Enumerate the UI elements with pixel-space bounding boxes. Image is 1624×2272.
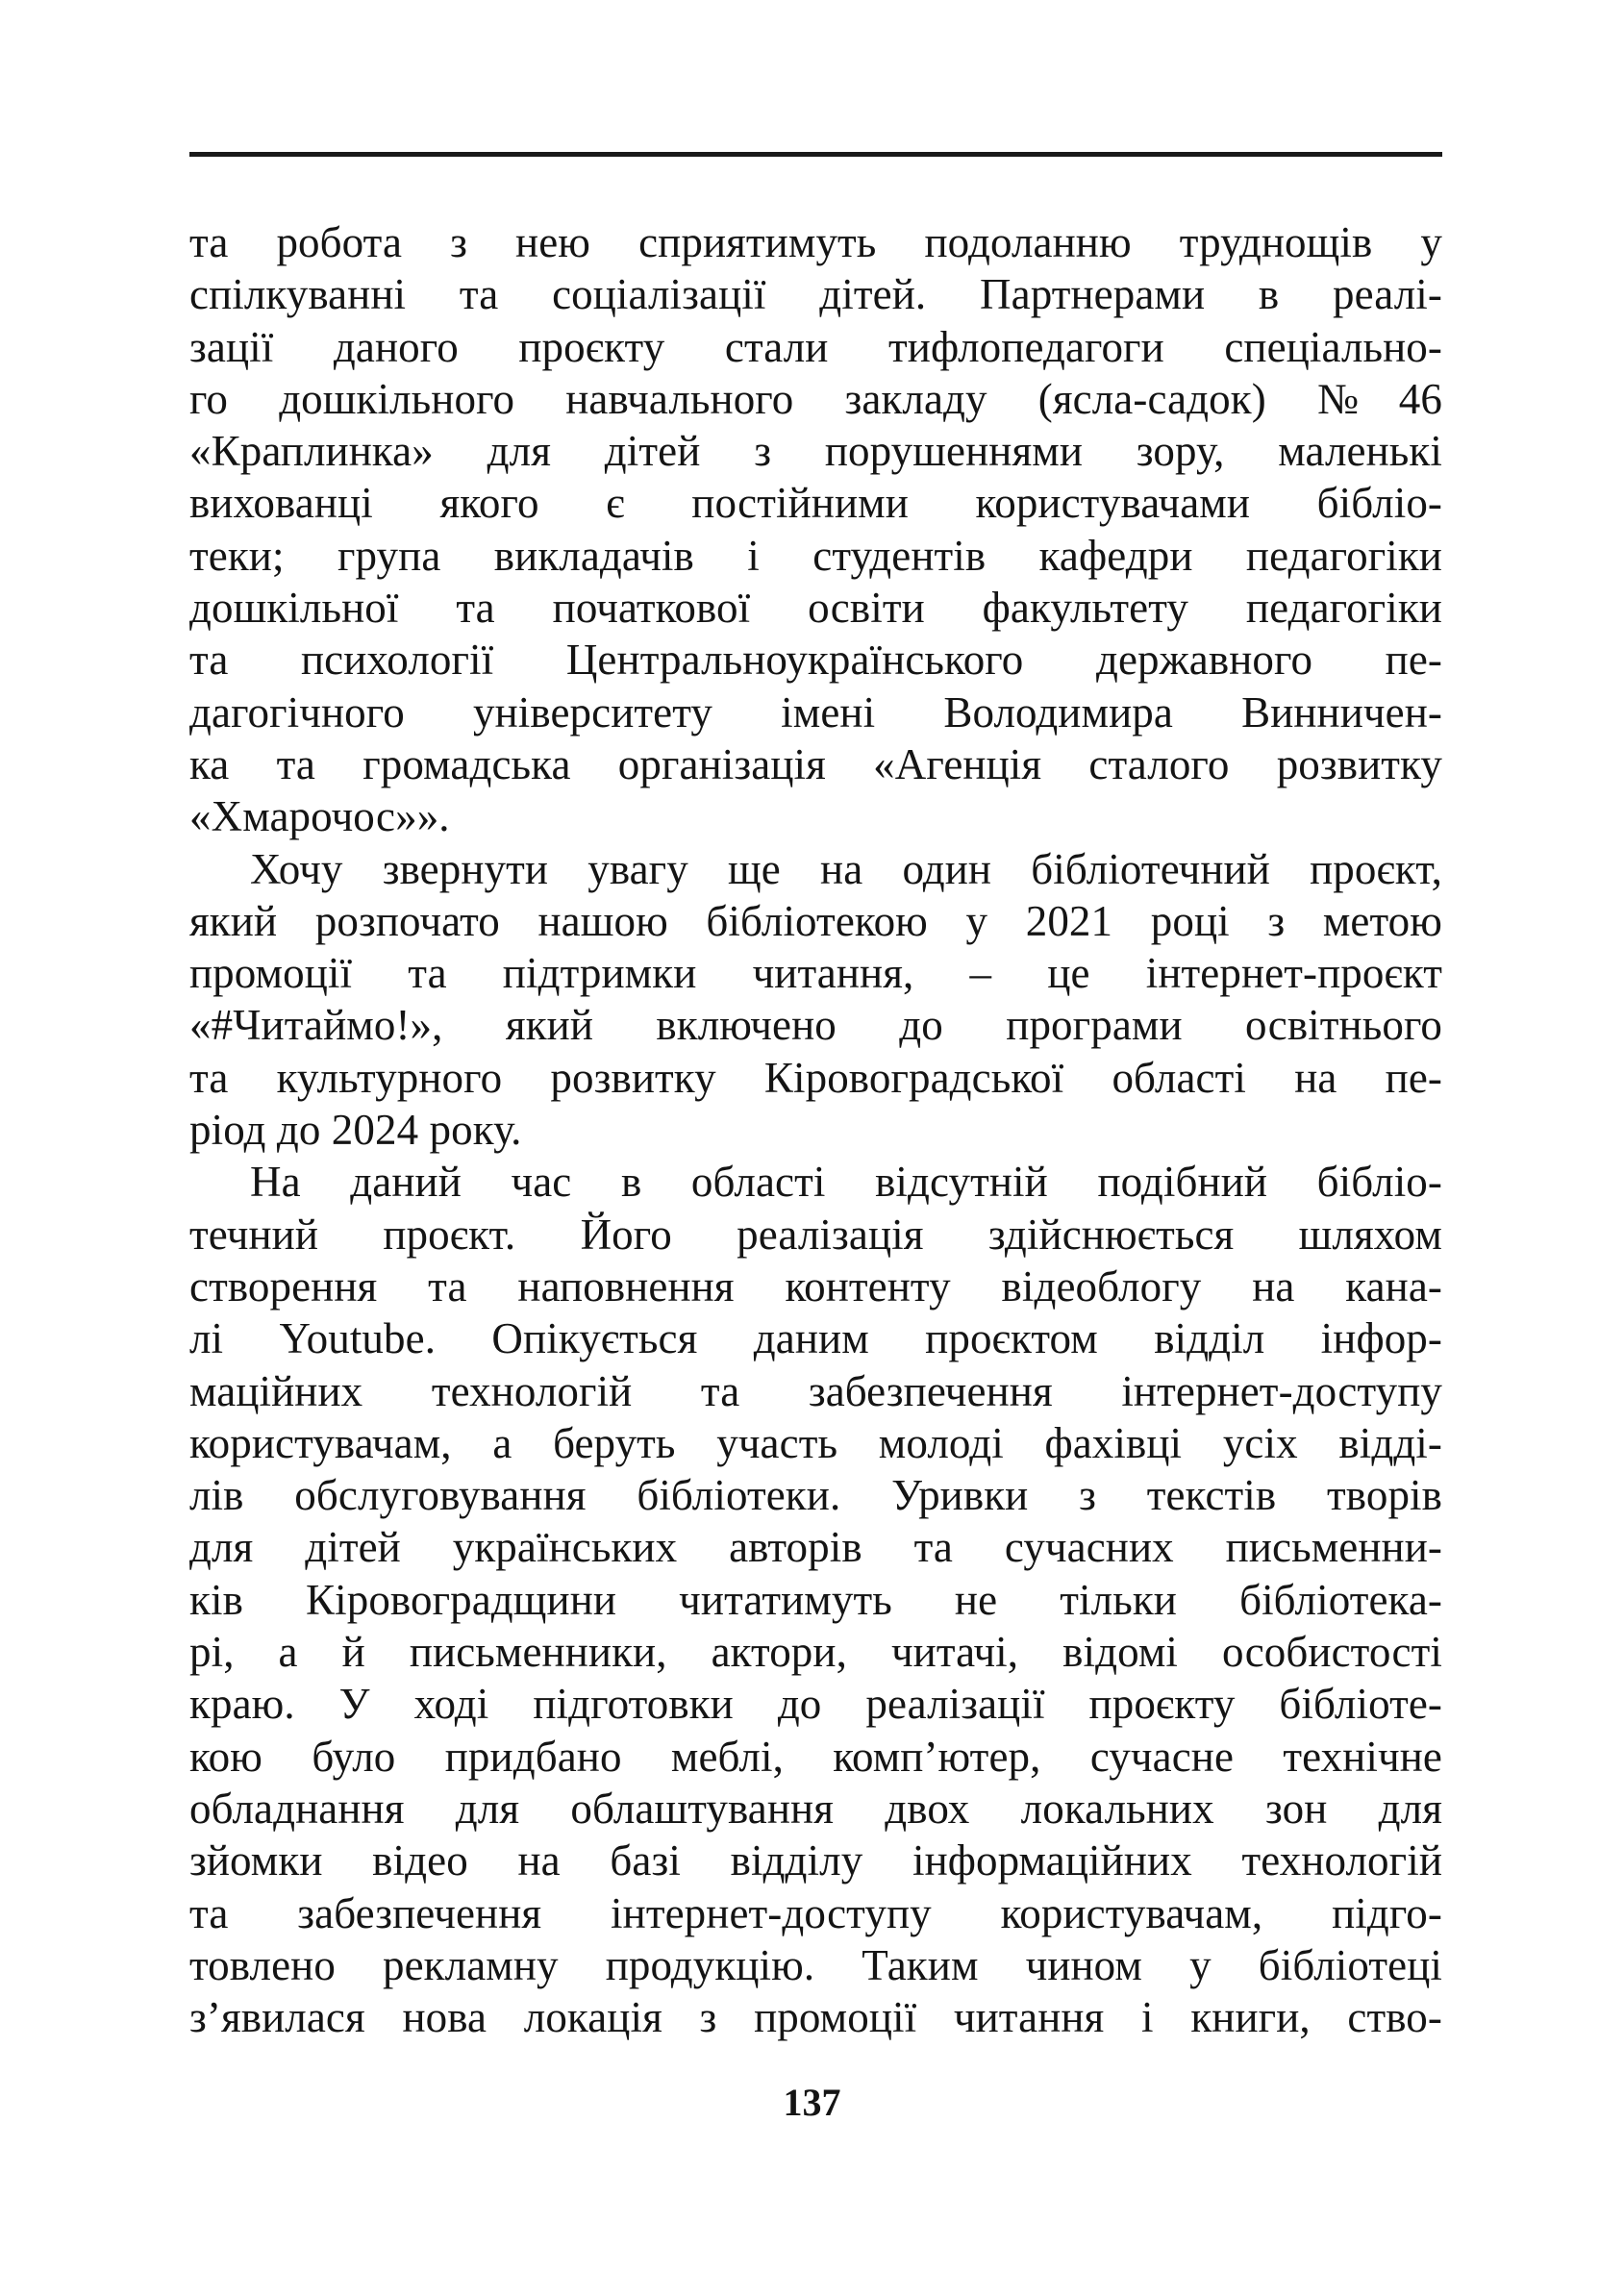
- text-line: з’явилася нова локація з промоції читання і книги, ство-: [189, 1993, 1442, 2042]
- text-line: «Хмарочос»».: [189, 792, 450, 841]
- text-line: дагогічного університету імені Володимира Винничен-: [189, 687, 1442, 737]
- text-line: теки; група викладачів і студентів кафедри педагогіки: [189, 531, 1442, 580]
- text-line: та психології Центральноукраїнського державного пе-: [189, 636, 1442, 685]
- text-line: обладнання для облаштування двох локальних зон для: [189, 1784, 1442, 1833]
- text-line: ка та громадська організація «Агенція сталого розвитку: [189, 739, 1442, 788]
- text-line: кою було придбано меблі, комп’ютер, сучасне технічне: [189, 1732, 1442, 1781]
- text-line: зації даного проєкту стали тифлопедагоги спеціально-: [189, 322, 1442, 371]
- text-line: зйомки відео на базі відділу інформаційних технологій: [189, 1836, 1442, 1885]
- text-line: краю. У ході підготовки до реалізації проєкту бібліоте-: [189, 1680, 1442, 1729]
- header-rule: [189, 152, 1442, 157]
- text-line: для дітей українських авторів та сучасних письменни-: [189, 1523, 1442, 1572]
- page-number: 137: [783, 2081, 841, 2124]
- text-line: спілкуванні та соціалізації дітей. Партнерами в реалі-: [189, 270, 1442, 319]
- text-line: дошкільної та початкової освіти факультету педагогіки: [189, 584, 1442, 633]
- text-line: ків Кіровоградщини читатимуть не тільки бібліотека-: [189, 1575, 1442, 1624]
- text-line: промоції та підтримки читання, – це інтернет-проєкт: [189, 949, 1442, 998]
- text-line: створення та наповнення контенту відеоблогу на кана-: [189, 1261, 1442, 1311]
- text-line: го дошкільного навчального закладу (ясла-садок) №46: [189, 374, 1442, 423]
- text-line: лів обслуговування бібліотеки. Уривки з текстів творів: [189, 1471, 1442, 1520]
- text-line: та забезпечення інтернет-доступу користувачам, підго-: [189, 1888, 1442, 1937]
- text-line: рі, а й письменники, актори, читачі, відомі особистості: [189, 1628, 1442, 1677]
- text-line: «#Читаймо!», який включено до програми освітнього: [189, 1001, 1442, 1050]
- text-line: течний проєкт. Його реалізація здійснюється шляхом: [189, 1210, 1442, 1259]
- body-text: [189, 216, 1442, 2043]
- text-line: лі Youtube. Опікується даним проєктом відділ інфор-: [189, 1314, 1442, 1363]
- text-line: та культурного розвитку Кіровоградської області на пе-: [189, 1053, 1442, 1102]
- text-line: користувачам, а беруть участь молоді фахівці усіх відді-: [189, 1418, 1442, 1467]
- text-line: ріод до 2024 року.: [189, 1106, 522, 1155]
- paragraph-first-line: Хочу звернути увагу ще на один бібліотечний проєкт,: [250, 844, 1442, 893]
- text-line: маційних технологій та забезпечення інтернет-доступу: [189, 1366, 1442, 1415]
- text-line: товлено рекламну продукцію. Таким чином у бібліотеці: [189, 1940, 1442, 1989]
- text-line: та робота з нею сприятимуть подоланню труднощів у: [189, 218, 1442, 266]
- text-line: який розпочато нашою бібліотекою у 2021 році з метою: [189, 896, 1442, 945]
- text-line: «Краплинка» для дітей з порушеннями зору, маленькі: [189, 427, 1442, 476]
- text-line: вихованці якого є постійними користувачами бібліо-: [189, 479, 1442, 528]
- paragraph-first-line: На даний час в області відсутній подібний бібліо-: [250, 1158, 1442, 1207]
